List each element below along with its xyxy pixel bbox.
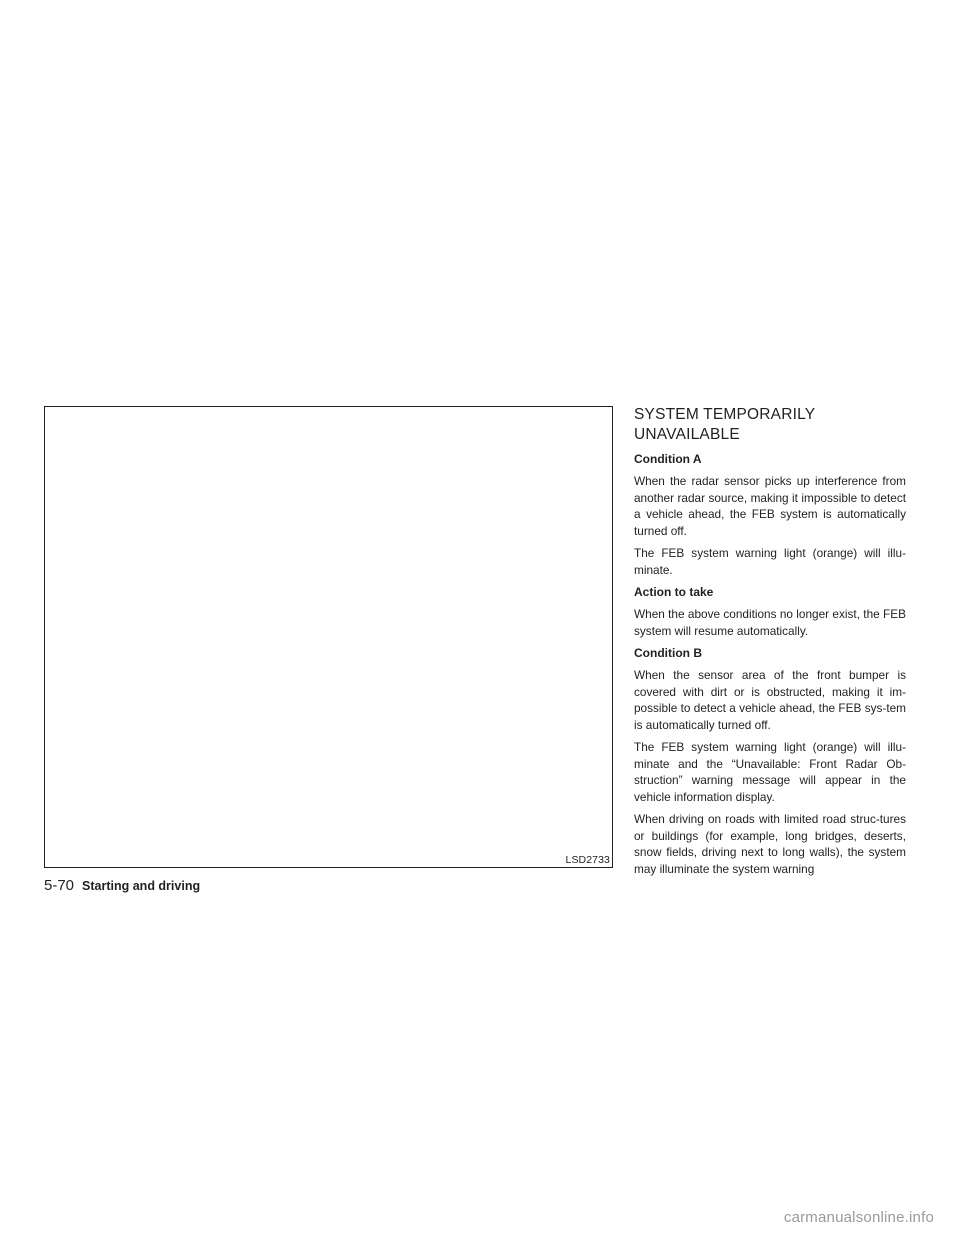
chapter-title: Starting and driving (82, 879, 201, 893)
condition-b-light: The FEB system warning light (orange) will illu-minate and the “Unavailable: Front Radar Ob-struction” warning message will appear in the vehicle information display. (634, 740, 906, 804)
page-footer (44, 876, 200, 896)
condition-a-light: The FEB system warning light (orange) will illu-minate. (634, 546, 906, 577)
condition-a-heading: Condition A (634, 452, 702, 466)
page-number: 5-70 (44, 877, 75, 894)
condition-b-text: When the sensor area of the front bumper is covered with dirt or is obstructed, making it im-possible to detect a vehicle ahead, the FEB sys-tem is automatically turned off. (634, 668, 906, 732)
condition-b-roads: When driving on roads with limited road struc-tures or buildings (for example, long bridges, deserts, snow fields, driving next to long walls), the system may illuminate the system warning (634, 812, 906, 876)
watermark: carmanualsonline.info (783, 1209, 934, 1226)
action-heading: Action to take (634, 585, 714, 599)
condition-b-heading: Condition B (634, 646, 702, 660)
action-text: When the above conditions no longer exist, the FEB system will resume automatically. (634, 607, 906, 638)
content-column (634, 405, 906, 883)
condition-a-text: When the radar sensor picks up interference from another radar source, making it impossible to detect a vehicle ahead, the FEB system is automatically turned off. (634, 474, 906, 538)
section-heading-line1: SYSTEM TEMPORARILY (634, 406, 816, 423)
section-heading-line2: UNAVAILABLE (634, 426, 740, 443)
section-heading (634, 405, 906, 445)
figure-code: LSD2733 (565, 854, 610, 866)
figure-frame (44, 406, 613, 868)
